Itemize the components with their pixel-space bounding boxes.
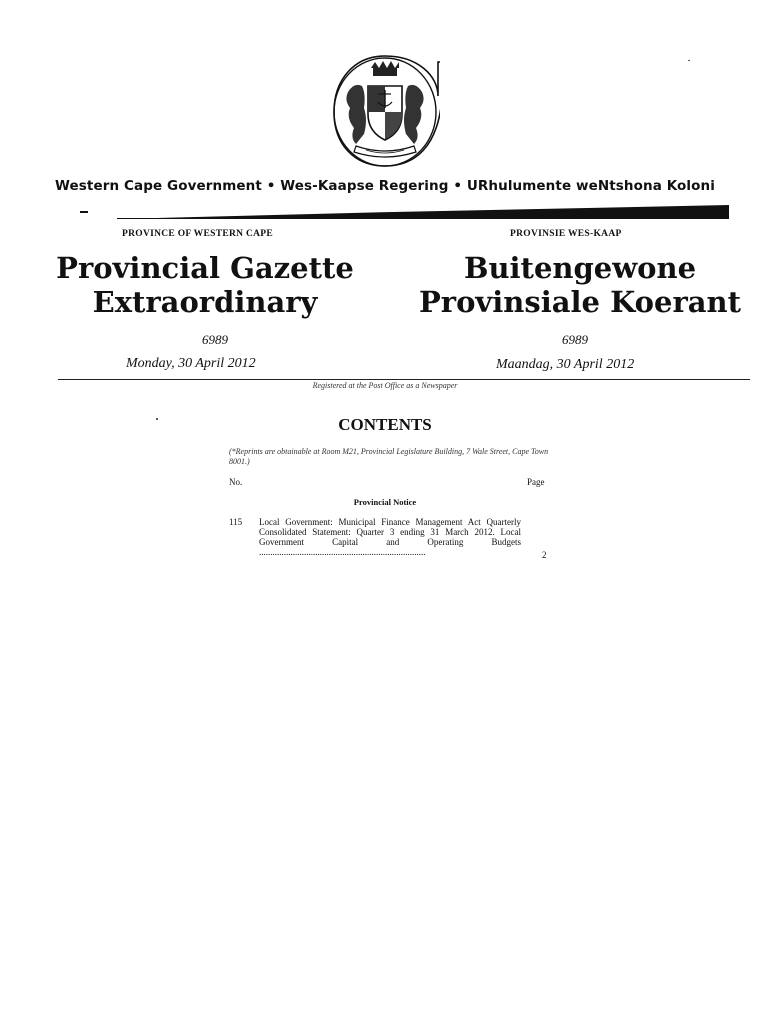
coat-of-arms-crest-icon	[330, 52, 440, 170]
entry-description: Local Government: Municipal Finance Management Act Quarterly Consolidated Statement: Quarter 3 ending 31 March 2012. Local Government Capital and Operating Budgets ..........................................................................	[259, 517, 521, 557]
header-wedge-rule	[117, 205, 729, 219]
title-english-line1: Provincial Gazette	[56, 251, 354, 285]
section-heading: Provincial Notice	[353, 497, 417, 507]
divider-rule	[58, 379, 750, 380]
title-afrikaans-line1: Buitengewone	[463, 251, 697, 285]
title-afrikaans-line2: Provinsiale Koerant	[419, 285, 741, 319]
dash-mark	[80, 211, 88, 213]
province-afrikaans: PROVINSIE WES-KAAP	[510, 229, 622, 239]
issue-date-afrikaans: Maandag, 30 April 2012	[496, 357, 635, 372]
entry-page: 2	[542, 550, 547, 560]
issue-number-afrikaans: 6989	[562, 332, 588, 347]
title-english-line2: Extraordinary	[92, 285, 318, 319]
gazette-title-english	[50, 251, 360, 319]
issue-date-english: Monday, 30 April 2012	[126, 356, 256, 371]
registered-note: Registered at the Post Office as a Newspaper	[312, 381, 458, 390]
page-column-label: Page	[527, 477, 545, 487]
reprints-note: (*Reprints are obtainable at Room M21, Provincial Legislature Building, 7 Wale Street, Cape Town 8001.)	[229, 447, 549, 466]
contents-heading: CONTENTS	[338, 415, 432, 434]
province-english: PROVINCE OF WESTERN CAPE	[122, 229, 274, 239]
gazette-title-afrikaans	[410, 251, 750, 319]
entry-number: 115	[229, 517, 243, 527]
number-column-label: No.	[229, 477, 243, 487]
header-rule	[117, 218, 729, 219]
speck-mark	[688, 60, 690, 61]
issue-number-english: 6989	[202, 332, 228, 347]
government-line: Western Cape Government • Wes-Kaapse Regering • URhulumente weNtshona Koloni	[55, 178, 715, 194]
